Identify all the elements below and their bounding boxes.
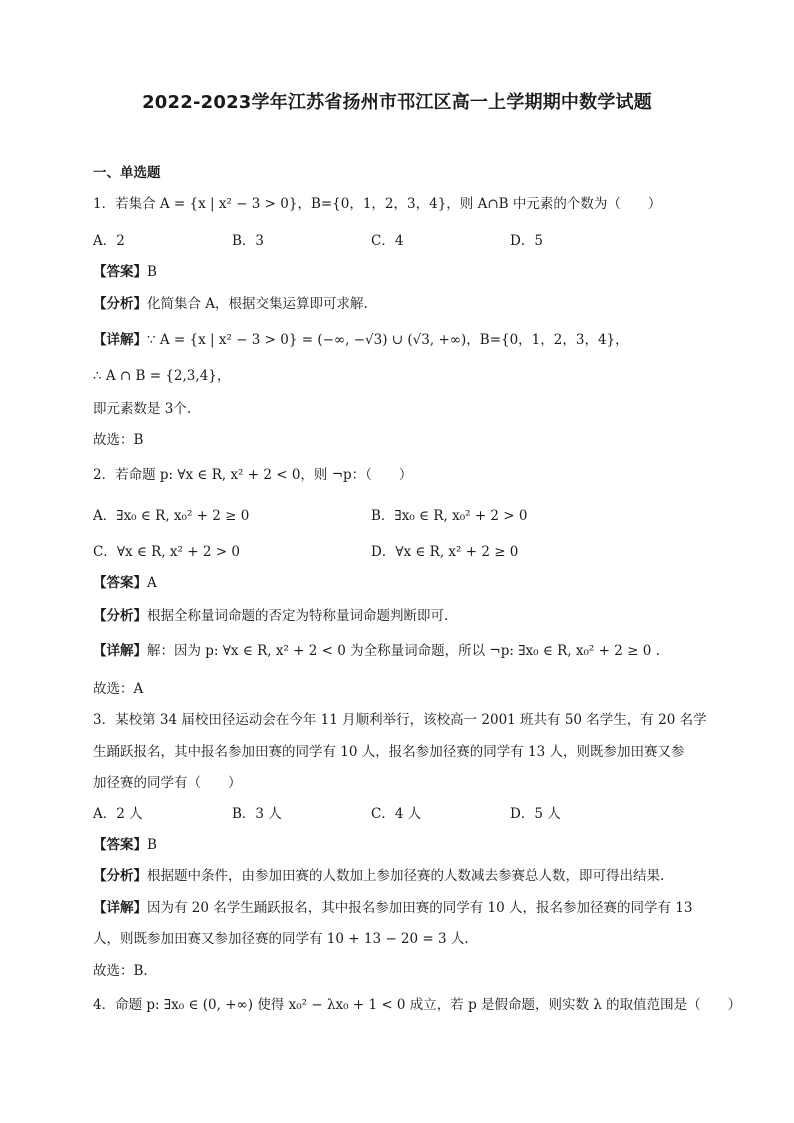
q3-option-a: A．2 人 — [93, 806, 143, 822]
q3-detail-line-2: 人，则既参加田赛又参加径赛的同学有 10 + 13 − 20 = 3 人. — [93, 931, 469, 947]
q1-choose: 故选：B — [93, 432, 144, 448]
q2-option-d: D．∀x ∈ R, x² + 2 ≥ 0 — [371, 544, 519, 560]
q3-option-d: D．5 人 — [510, 806, 561, 822]
question-1-stem: 1．若集合 A = {x | x² − 3 > 0}，B={0，1，2，3，4}，则 A∩B 中元素的个数为（ ） — [93, 196, 662, 212]
q2-option-a: A．∃x₀ ∈ R, x₀² + 2 ≥ 0 — [93, 508, 250, 524]
q1-detail — [93, 328, 629, 348]
q3-option-b: B．3 人 — [232, 806, 282, 822]
analysis-tag: 【分析】 — [93, 608, 147, 624]
q1-detail-line-2: ∴ A ∩ B = {2,3,4}， — [93, 368, 231, 384]
section-heading: 一、单选题 — [93, 165, 161, 181]
q3-choose: 故选：B. — [93, 963, 148, 979]
q2-detail-line-1: 解：因为 p: ∀x ∈ R, x² + 2 < 0 为全称量词命题，所以 ¬p: ∃x₀ ∈ R, x₀² + 2 ≥ 0 . — [147, 643, 660, 659]
q1-detail-line-1: ∵ A = {x | x² − 3 > 0} = (−∞, −√3) ∪ (√3, +∞)，B={0，1，2，3，4}， — [147, 332, 629, 348]
question-3-stem-line-2: 生踊跃报名，其中报名参加田赛的同学有 10 人，报名参加径赛的同学有 13 人，则既参加田赛又参 — [93, 744, 685, 760]
q2-choose: 故选：A — [93, 681, 144, 697]
q3-analysis-text: 根据题中条件，由参加田赛的人数加上参加径赛的人数减去参赛总人数，即可得出结果. — [147, 868, 665, 884]
q2-analysis — [93, 604, 448, 624]
q2-answer-value: A — [147, 575, 157, 591]
q3-detail-line-1: 因为有 20 名学生踊跃报名，其中报名参加田赛的同学有 10 人，报名参加径赛的同学有 13 — [147, 900, 693, 916]
detail-tag: 【详解】 — [93, 332, 147, 348]
detail-tag: 【详解】 — [93, 900, 147, 916]
q1-answer — [93, 260, 157, 280]
answer-tag: 【答案】 — [93, 264, 147, 280]
q1-detail-line-3: 即元素数是 3个. — [93, 401, 192, 417]
answer-tag: 【答案】 — [93, 837, 147, 853]
analysis-tag: 【分析】 — [93, 296, 147, 312]
q1-analysis-text: 化简集合 A，根据交集运算即可求解. — [147, 296, 368, 312]
analysis-tag: 【分析】 — [93, 868, 147, 884]
question-2-stem: 2．若命题 p: ∀x ∈ R, x² + 2 < 0，则 ¬p：（ ） — [93, 467, 413, 483]
q2-detail — [93, 639, 660, 659]
q3-detail — [93, 896, 693, 916]
q2-analysis-text: 根据全称量词命题的否定为特称量词命题判断即可. — [147, 608, 449, 624]
q3-answer — [93, 833, 157, 853]
q2-answer — [93, 571, 157, 591]
q1-option-b: B．3 — [232, 233, 265, 249]
q3-answer-value: B — [147, 837, 157, 853]
q2-option-c: C．∀x ∈ R, x² + 2 > 0 — [93, 544, 240, 560]
q3-option-c: C．4 人 — [371, 806, 422, 822]
detail-tag: 【详解】 — [93, 643, 147, 659]
q1-option-d: D．5 — [510, 233, 543, 249]
page-title: 2022-2023学年江苏省扬州市邗江区高一上学期期中数学试题 — [142, 92, 652, 113]
question-4-stem: 4．命题 p: ∃x₀ ∈ (0, +∞) 使得 x₀² − λx₀ + 1 < 0 成立，若 p 是假命题，则实数 λ 的取值范围是（ ） — [93, 997, 742, 1013]
q2-option-b: B．∃x₀ ∈ R, x₀² + 2 > 0 — [371, 508, 528, 524]
question-3-stem-line-1: 3．某校第 34 届校田径运动会在今年 11 月顺利举行，该校高一 2001 班共有 50 名学生，有 20 名学 — [93, 712, 707, 728]
question-3-stem-line-3: 加径赛的同学有（ ） — [93, 775, 242, 791]
answer-tag: 【答案】 — [93, 575, 147, 591]
q1-option-c: C．4 — [371, 233, 404, 249]
q1-answer-value: B — [147, 264, 157, 280]
q1-analysis — [93, 292, 368, 312]
q1-option-a: A．2 — [93, 233, 125, 249]
q3-analysis — [93, 864, 664, 884]
